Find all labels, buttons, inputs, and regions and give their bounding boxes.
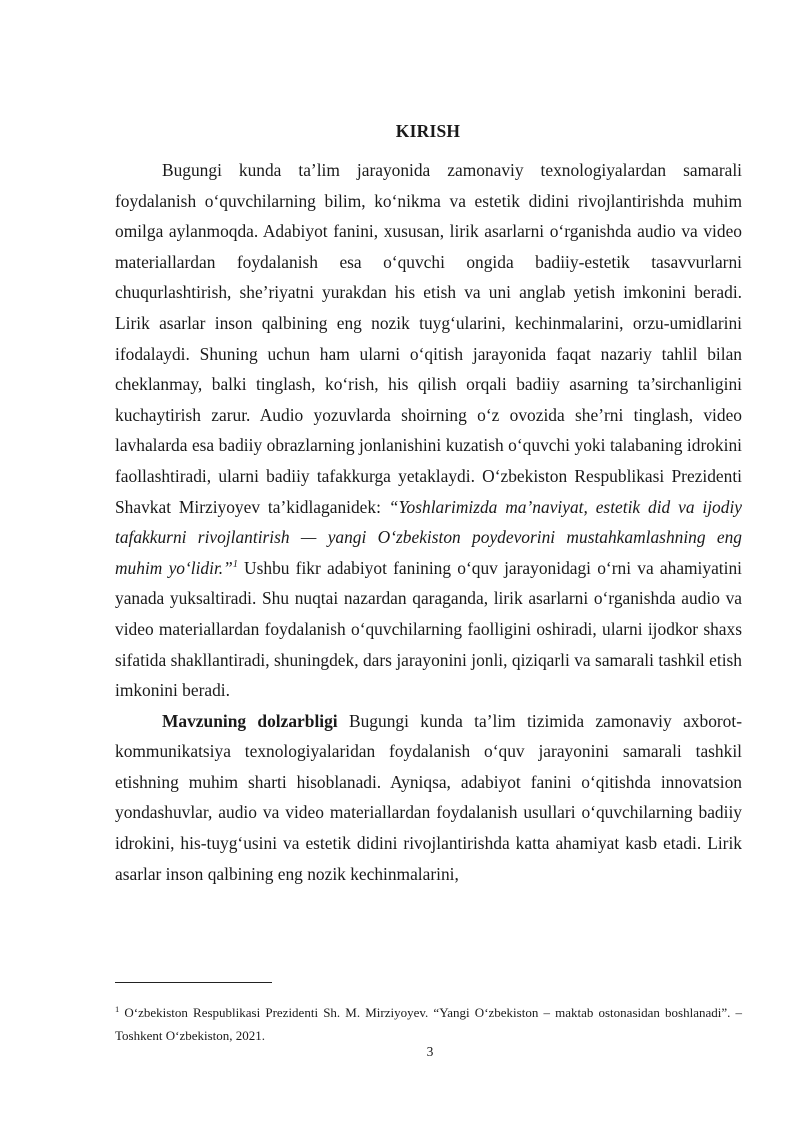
intro-paragraph <box>115 155 742 706</box>
footnote <box>115 1001 742 1047</box>
footnote-reference[interactable]: 1 <box>232 558 238 570</box>
paragraph-text: Bugungi kunda ta’lim jarayonida zamonaviy texnologiyalardan samarali foydalanish o‘quvchilarning bilim, ko‘nikma va estetik didini rivojlantirishda muhim omilga aylanmoqda. Adabiyot fanini, xususan, lirik asarlarni o‘rganishda audio va video materiallardan foydalanish esa o‘quvchi ongida badiiy-estetik tasavvurlarni chuqurlashtirish, she’riyatni yurakdan his etish va uni anglab yetish imkonini beradi. Lirik asarlar inson qalbining eng nozik tuyg‘ularini, kechinmalarini, orzu-umidlarini ifodalaydi. Shuning uchun ham ularni o‘qitish jarayonida faqat nazariy tahlil bilan cheklanmay, balki tinglash, ko‘rish, his qilish orqali badiiy asarning ta’sirchanligini kuchaytirish zarur. Audio yozuvlarda shoirning o‘z ovozida she’rni tinglash, video lavhalarda esa badiiy obrazlarning jonlanishini kuzatish o‘quvchi yoki talabaning idrokini faollashtiradi, ularni badiiy tafakkurga yetaklaydi. O‘zbekiston Respublikasi Prezidenti Shavkat Mirziyoyev ta’kidlaganidek: <box>115 160 742 517</box>
relevance-lead: Mavzuning dolzarbligi <box>162 710 338 731</box>
section-heading: KIRISH <box>395 121 461 141</box>
paragraph-text-continued: Ushbu fikr adabiyot fanining o‘quv jarayonidagi o‘rni va ahamiyatini yanada yuksaltiradi. Shu nuqtai nazardan qaraganda, lirik asarlarni o‘rganishda audio va video materiallardan foydalanish o‘quvchilarning faolligini oshiradi, ularni ijodkor shaxs sifatida shakllantiradi, shuningdek, dars jarayonini jonli, qiziqarli va samarali tashkil etish imkonini beradi. <box>115 557 742 701</box>
page-number: 3 <box>426 1044 434 1059</box>
footnote-divider <box>115 982 272 983</box>
relevance-paragraph <box>115 706 742 890</box>
relevance-text: Bugungi kunda ta’lim tizimida zamonaviy axborot-kommunikatsiya texnologiyalaridan foydalanish o‘quv jarayonini samarali tashkil etishning muhim sharti hisoblanadi. Ayniqsa, adabiyot fanini o‘qitishda innovatsion yondashuvlar, audio va video materiallardan foydalanish usullari o‘quvchilarning badiiy idrokini, his-tuyg‘usini va estetik didini rivojlantirishda katta ahamiyat kasb etadi. Lirik asarlar inson qalbining eng nozik kechinmalarini, <box>115 710 742 884</box>
footnote-text: O‘zbekiston Respublikasi Prezidenti Sh. M. Mirziyoyev. “Yangi O‘zbekiston – maktab ostonasidan boshlanadi”. – Toshkent O‘zbekiston, 2021. <box>115 1005 742 1043</box>
president-quote: “Yoshlarimizda ma’naviyat, estetik did va ijodiy tafakkurni rivojlantirish — yangi O‘zbekiston poydevorini mustahkamlashning eng muhim yo‘lidir.” <box>115 496 742 578</box>
body-text <box>115 155 742 889</box>
footnote-number: 1 <box>115 1004 120 1014</box>
